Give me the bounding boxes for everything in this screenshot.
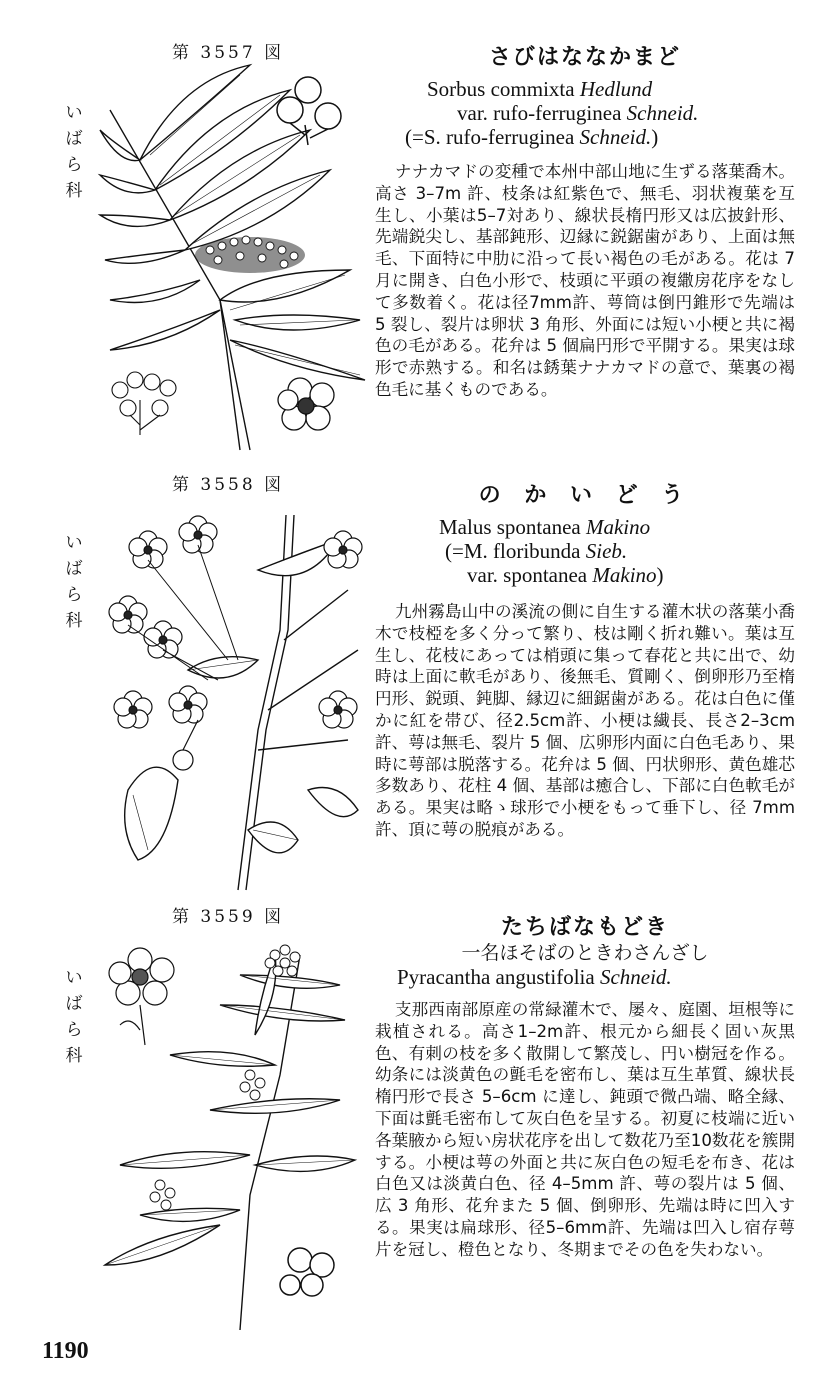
malus-illustration	[108, 510, 368, 890]
japanese-name: たちばなもどき	[500, 915, 669, 940]
japanese-name: さびはななかまど	[488, 45, 681, 70]
figure-label-3559: 第 3559 図	[172, 907, 285, 927]
species-entry-sorbus	[375, 40, 795, 401]
species-entry-malus	[375, 478, 795, 841]
description: ナナカマドの変種で本州中部山地に生ずる落葉喬木。高さ 3–7m 許、枝条は紅紫色で、無毛、羽状複葉を互生し、小葉は5–7対あり、線状長楕円形又は広披針形、先端鋭尖し、基部鈍形、辺縁に鋭鋸歯があり、上面は無毛、下面特に中肋に沿って長い褐色の毛がある。花は 7 月に開き、白色小形で、枝頭に平頭の複繖房花序をなして多数着く。花は径7mm許、萼筒は倒円錐形で先端は 5 裂し、裂片は卵状 3 角形、外面には短い小梗と共に褐色の毛がある。花弁は 5 個扁円形で平開する。果実は球形で赤熟する。和名は銹葉ナナカマドの意で、葉裏の褐色毛に基くものである。	[375, 162, 795, 399]
alternate-name: 一名ほそばのときわさんざし	[461, 942, 709, 964]
figure-label-3558: 第 3558 図	[172, 475, 285, 495]
family-label: い ば ら 科	[65, 968, 83, 1066]
description: 九州霧島山中の溪流の側に自生する灌木状の落葉小喬木で枝椏を多く分って繁り、枝は剛く折れ難い。葉は互生し、花枝にあっては梢頭に集って春花と共に出で、幼時は上面に軟毛があり、後無毛、質剛く、倒卵形乃至楕円形、鋭頭、鈍脚、縁辺に細鋸歯がある。花は白色に僅かに紅を帯び、径2.5cm許、小梗は繊長、長さ2–3cm許、萼は無毛、裂片 5 個、広卵形内面に白色毛あり、果時に萼部は脱落する。花弁は 5 個、円状卵形、黄色雄芯多数あり、花柱 4 個、基部は癒合し、下部に白色軟毛がある。果実は略ゝ球形で小梗をもって垂下し、径 7mm 許、頂に萼の脱痕がある。	[375, 602, 795, 839]
scientific-name: Malus spontanea Makino (=M. floribunda Sieb. var. spontanea Makino)	[439, 515, 664, 587]
pyracantha-illustration	[100, 935, 365, 1330]
family-label: い ば ら 科	[65, 533, 83, 631]
species-entry-pyracantha	[375, 910, 795, 1261]
family-label: い ば ら 科	[65, 103, 83, 201]
sorbus-illustration	[100, 70, 370, 460]
page-number: 1190	[42, 1338, 89, 1364]
japanese-name: の か い ど う	[478, 483, 692, 508]
figure-label-3557: 第 3557 図	[172, 43, 285, 63]
scientific-name: Sorbus commixta Hedlund var. rufo-ferruginea Schneid. (=S. rufo-ferruginea Schneid.)	[405, 77, 699, 149]
scientific-name: Pyracantha angustifolia Schneid.	[397, 965, 672, 989]
description: 支那西南部原産の常緑灌木で、屡々、庭園、垣根等に栽植される。高さ1–2m許、根元から細長く固い灰黒色、有刺の枝を多く散開して繁茂し、円い樹冠を作る。幼条には淡黄色の氈毛を密布し、葉は互生革質、線状長楕円形で長さ 5–6cm に達し、鈍頭で微凸端、略全縁、下面は氈毛密布して灰白色を呈する。初夏に枝端に近い各葉腋から短い房状花序を出して数花乃至10数花を簇開する。小梗は萼の外面と共に灰白色の短毛を布き、花は白色又は淡黄白色、径 4–5mm 許、萼の裂片は 5 個、広 3 角形、花弁また 5 個、倒卵形、先端は時に凹入する。果実は扁球形、径5–6mm許、先端は凹入し宿存萼片を冠し、橙色となり、冬期までその色を失わない。	[375, 1000, 795, 1259]
